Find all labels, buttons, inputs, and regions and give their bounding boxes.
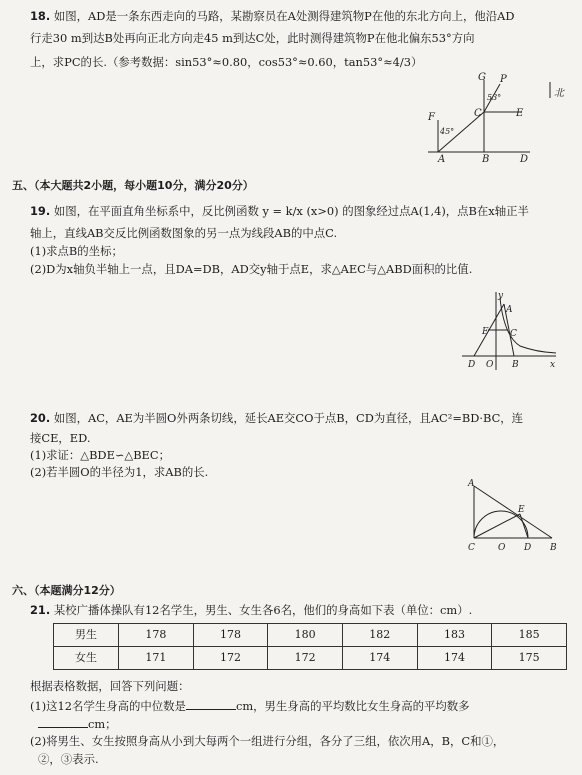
section-5-header: 五、（本大题共2小题，每小题10分，满分20分）: [12, 179, 254, 192]
q19-text-2: 轴上，直线AB交反比例函数图象的另一点为线段AB的中点C.: [30, 226, 338, 240]
q20-number: 20.: [30, 411, 51, 425]
q20-text-2: 接CE，ED.: [30, 431, 91, 445]
q21-text-5: (2)将男生、女生按照身高从小到大每两个一组进行分组，各分了三组，依次用A，B，C和①，: [30, 734, 505, 748]
q19-label-y: y: [498, 291, 504, 301]
q18-label-G: G: [478, 72, 486, 83]
table-cell: 178: [193, 624, 268, 647]
q19-number: 19.: [30, 204, 51, 218]
q21-line4: [38, 717, 117, 731]
table-cell: 180: [268, 624, 343, 647]
q21-text-1: 某校广播体操队有12名学生，男生、女生各6名，他们的身高如下表（单位：cm）.: [53, 603, 473, 617]
q20-text-1: 如图，AC，AE为半圆O外两条切线，延长AE交CO于点B，CD为直径，且AC²=BD·BC，连: [53, 411, 524, 425]
q18-text-3: 上，求PC的长.（参考数据：sin53°≈0.80，cos53°≈0.60，tan53°≈4/3）: [30, 55, 423, 69]
q19-label-O: O: [486, 360, 494, 370]
q18-figure: [420, 72, 575, 164]
height-table: [53, 623, 567, 670]
table-cell: 172: [193, 647, 268, 670]
q18-label-E: E: [516, 108, 524, 119]
q18-label-A: A: [438, 154, 446, 164]
q19-text-1: 如图，在平面直角坐标系中，反比例函数 y = k/x (x>0) 的图象经过点A(1,4)，点B在x轴正半: [53, 204, 529, 218]
q19-text-4: (2)D为x轴负半轴上一点，且DA=DB，AD交y轴于点E，求△AEC与△ABD面积的比值.: [30, 262, 473, 276]
q18-label-F: F: [428, 112, 435, 123]
q21-text-3b: cm，男生身高的平均数比女生身高的平均数多: [235, 699, 470, 713]
table-cell: 172: [268, 647, 343, 670]
q20-label-E: E: [518, 505, 525, 515]
q19-label-D: D: [468, 360, 476, 370]
table-cell: 174: [417, 647, 492, 670]
q20-text-3: (1)求证：△BDE∽△BEC；: [30, 448, 170, 462]
q20-figure: [460, 478, 570, 556]
table-cell: 171: [119, 647, 194, 670]
q18-label-C: C: [474, 108, 482, 119]
q20-label-D: D: [524, 543, 532, 553]
answer-blank-difference[interactable]: [38, 717, 88, 728]
q18-line1: [30, 10, 514, 23]
q19-label-E: E: [482, 327, 489, 337]
q21-text-2: 根据表格数据，回答下列问题：: [30, 679, 190, 693]
q20-label-C: C: [468, 543, 475, 553]
table-row: [54, 624, 567, 647]
q18-label-P: P: [500, 74, 507, 85]
q18-label-B: B: [482, 154, 490, 164]
q21-line3: [30, 699, 470, 713]
q19-label-B: B: [512, 360, 519, 370]
q18-label-D: D: [520, 154, 529, 164]
q19-text-3: (1)求点B的坐标；: [30, 244, 123, 258]
q20-label-O: O: [498, 543, 506, 553]
q20-line1: [30, 412, 523, 425]
table-row: [54, 647, 567, 670]
table-row-label: 女生: [54, 647, 119, 670]
q21-text-3a: (1)这12名学生身高的中位数是: [30, 699, 186, 713]
table-row-label: 男生: [54, 624, 119, 647]
q18-angle-45: 45°: [440, 127, 455, 136]
q21-number: 21.: [30, 603, 51, 617]
q18-text-1: 如图，AD是一条东西走向的马路，某勘察员在A处测得建筑物P在他的东北方向上，他沿AD: [53, 9, 515, 23]
q19-label-C: C: [510, 329, 517, 339]
table-cell: 182: [342, 624, 417, 647]
q20-text-4: (2)若半圆O的半径为1，求AB的长.: [30, 465, 209, 479]
q19-label-A: A: [506, 305, 513, 315]
q19-label-x: x: [550, 360, 556, 370]
q20-label-B: B: [550, 543, 557, 553]
table-cell: 183: [417, 624, 492, 647]
q21-text-6: ②，③表示.: [38, 752, 99, 766]
q20-label-A: A: [468, 479, 475, 489]
section-6-header: 六、（本题满分12分）: [12, 584, 121, 597]
q19-figure: [460, 290, 560, 375]
q18-north-label: 北: [554, 88, 564, 99]
q19-line1: [30, 205, 529, 218]
q18-number: 18.: [30, 9, 51, 23]
table-cell: 185: [492, 624, 567, 647]
q21-line1: [30, 604, 472, 617]
q18-text-2: 行走30 m到达B处再向正北方向走45 m到达C处，此时测得建筑物P在他北偏东53°方向: [30, 31, 475, 45]
q18-angle-53: 53°: [487, 93, 502, 102]
table-cell: 178: [119, 624, 194, 647]
q21-text-4: cm；: [88, 717, 117, 731]
table-cell: 175: [492, 647, 567, 670]
table-cell: 174: [342, 647, 417, 670]
answer-blank-median[interactable]: [186, 699, 236, 710]
